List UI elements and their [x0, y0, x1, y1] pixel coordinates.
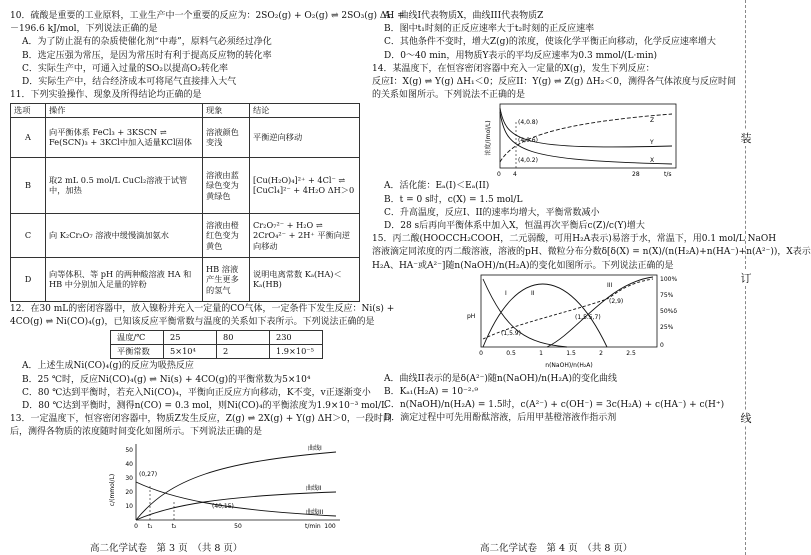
figure-13-graph	[100, 440, 360, 530]
table-row	[111, 345, 323, 359]
q12-stem: 4CO(g) ⇌ Ni(CO)₄(g)，已知该反应平衡常数与温度的关系如下表所示。下列说法正确的是	[10, 317, 375, 328]
x-tick-label: 0.5	[506, 349, 516, 357]
point-label: (1,5.9)	[501, 329, 521, 337]
right-axis-label: 25%	[660, 323, 674, 331]
question-13	[10, 413, 392, 439]
question-12	[10, 303, 395, 413]
point-label: (40,15)	[212, 502, 234, 510]
q12-option-d: D．80 ℃达到平衡时，测得n(CO) = 0.3 mol，则Ni(CO)₄的平衡浓度为1.9×10⁻³ mol/L	[22, 400, 387, 411]
y-axis-label: pH	[467, 312, 476, 320]
page-footer-left: 高二化学试卷 第 3 页 （共 8 页）	[90, 543, 243, 554]
table-cell: C	[11, 213, 46, 257]
table-cell: 向 K₂Cr₂O₇ 溶液中缓慢滴加氨水	[46, 213, 203, 257]
table-row	[11, 117, 360, 157]
header-cell: 结论	[250, 104, 360, 118]
left-column	[10, 10, 405, 530]
table-cell: D	[11, 257, 46, 301]
q11-table	[10, 103, 360, 302]
table-cell: 25	[164, 331, 217, 345]
right-column	[372, 10, 811, 426]
x-tick-label: 0	[479, 349, 483, 357]
table-row	[111, 331, 323, 345]
q11-stem: 11．下列实验操作、现象及所得结论均正确的是	[10, 90, 202, 101]
curve-label: II	[531, 289, 535, 297]
table-cell: 溶液由橙红色变为黄色	[203, 213, 250, 257]
q15-stem: H₂A、HA⁻或A²⁻]随n(NaOH)/n(H₂A)的变化如图所示。下列说法正确的是	[372, 260, 674, 271]
x-tick-label: t₁	[147, 522, 153, 530]
header-cell: 操作	[46, 104, 203, 118]
x-axis-label: t/min	[305, 522, 321, 530]
q14-option-d: D．28 s后再向平衡体系中加入X，恒温再次平衡后c(Z)/c(Y)增大	[384, 221, 645, 232]
y-tick-label: 20	[125, 488, 133, 496]
table-cell: 1.9×10⁻⁵	[270, 345, 323, 359]
y-axis-label: c/(mmol/L)	[109, 473, 116, 506]
question-10	[10, 10, 405, 89]
curve-2-label: 曲线II	[306, 484, 322, 492]
table-cell: 向等体积、等 pH 的两种酸溶液 HA 和 HB 中分别加入足量的锌粉	[46, 257, 203, 301]
curve-iii	[547, 277, 653, 347]
binding-line	[736, 0, 756, 555]
figure-14-graph	[482, 102, 682, 180]
table-cell: HB 溶液产生更多的氢气	[203, 257, 250, 301]
q13-stem: 13．一定温度下，恒容密闭容器中，物质Z发生反应，Z(g) ⇌ 2X(g) + Y(g) ΔH＞0，一段时间	[10, 414, 392, 425]
table-cell: 230	[270, 331, 323, 345]
point-label: (4,0.6)	[518, 137, 538, 145]
x-tick-label: 0	[134, 522, 138, 530]
q10-option-c: C．实际生产中，可通入过量的SO₂以提高O₂转化率	[22, 63, 229, 74]
q14-stem: 14．某温度下，在恒容密闭容器中充入一定量的X(g)，发生下列反应：	[372, 63, 655, 74]
table-row	[11, 213, 360, 257]
q14-stem: 反应I：X(g) ⇌ Y(g) ΔH₁＜0；反应II：Y(g) ⇌ Z(g) ΔH₂＜0，测得各气体浓度与反应时间	[372, 77, 736, 88]
q12-option-b: B．25 ℃时，反应Ni(CO)₄(g) ⇌ Ni(s) + 4CO(g)的平衡常数为5×10⁴	[22, 374, 311, 385]
q13-option-d: D．0～40 min，用物质Y表示的平均反应速率为0.3 mmol/(L·min)	[384, 50, 658, 61]
right-axis-label: 100%	[660, 275, 678, 283]
table-cell: A	[11, 117, 46, 157]
curve-z-label: Z	[650, 117, 655, 125]
table-cell: 取2 mL 0.5 mol/L CuCl₂溶液于试管中，加热	[46, 157, 203, 213]
q10-option-b: B．选定压强为常压，是因为常压时有利于提高反应物的转化率	[22, 50, 272, 61]
y-tick-label: 50	[125, 446, 133, 454]
table-row	[11, 157, 360, 213]
q13-stem: 后，测得各物质的浓度随时间变化如图所示。下列说法正确的是	[10, 427, 263, 438]
binding-char: 线	[740, 412, 752, 425]
q14-option-b: B．t = 0 s时，c(X) = 1.5 mol/L	[384, 194, 523, 205]
point-label: (4,0.2)	[518, 157, 538, 165]
point-label: (2,9)	[609, 297, 624, 305]
q15-option-a: A．曲线II表示的是δ(A²⁻)随n(NaOH)/n(H₂A)的变化曲线	[384, 373, 618, 384]
y-axis-label: 浓度/(mol/L)	[485, 120, 492, 157]
x-tick-label: t₂	[171, 522, 177, 530]
x-tick-label: 28	[632, 171, 640, 179]
x-tick-label: 50	[234, 522, 242, 530]
q15-option-d: D．滴定过程中可先用酚酞溶液，后用甲基橙溶液作指示剂	[384, 413, 617, 424]
q15-stem: 15．丙二酸(HOOCCH₂COOH，二元弱酸，可用H₂A表示)易溶于水，常温下，用0.1 mol/L NaOH	[372, 234, 777, 245]
x-tick-label: 2.5	[626, 349, 636, 357]
q13-option-b: B．图中t₁时刻的正反应速率大于t₂时刻的正反应速率	[384, 24, 595, 35]
binding-char: 装	[740, 132, 752, 145]
point-label: (1,5.5,7)	[575, 313, 601, 321]
right-axis-label: 75%	[660, 291, 674, 299]
y-tick-label: 40	[125, 460, 133, 468]
point-label: (0,27)	[139, 470, 158, 478]
q10-line: －196.6 kJ/mol，下列说法正确的是	[10, 24, 158, 35]
table-cell: [Cu(H₂O)₄]²⁺ + 4Cl⁻ ⇌ [CuCl₄]²⁻ + 4H₂O ΔH＞0	[250, 157, 360, 213]
table-cell: 2	[217, 345, 270, 359]
curve-y-label: Y	[650, 139, 654, 147]
table-row	[11, 257, 360, 301]
curve-x-label: X	[650, 157, 655, 165]
q15-stem: 溶液滴定同浓度的丙二酸溶液，溶液的pH、微粒分布分数δ[δ(X) = n(X)/(n(H₂A)+n(HA⁻)+n(A²⁻))，X表示	[372, 247, 811, 258]
curve-3-label: 曲线III	[306, 508, 324, 516]
x-tick-label: 1	[539, 349, 543, 357]
table-cell: 80	[217, 331, 270, 345]
q10-option-a: A．为了防止混有的杂质使催化剂“中毒”，原料气必须经过净化	[22, 37, 272, 48]
question-15	[372, 233, 811, 273]
y-tick-label: 30	[125, 474, 133, 482]
table-cell: B	[11, 157, 46, 213]
q12-table	[110, 330, 323, 359]
table-cell: 溶液颜色变浅	[203, 117, 250, 157]
right-axis-label: 50%δ	[660, 307, 678, 315]
q14-stem: 的关系如图所示。下列说法不正确的是	[372, 90, 526, 101]
x-tick-label: 0	[497, 171, 501, 179]
x-tick-label: 4	[513, 171, 517, 179]
x-tick-label: 2	[599, 349, 603, 357]
q14-option-a: A．活化能：Eₐ(I)＜Eₐ(II)	[384, 181, 490, 192]
table-cell: 说明电离常数 Kₐ(HA)＜Kₐ(HB)	[250, 257, 360, 301]
y-tick-label: 10	[125, 502, 133, 510]
question-14	[372, 63, 736, 103]
table-cell: 平衡常数	[111, 345, 164, 359]
question-11	[10, 89, 362, 302]
q12-option-a: A．上述生成Ni(CO)₄(g)的反应为吸热反应	[22, 361, 194, 372]
q13-option-c: C．其他条件不变时，增大Z(g)的浓度，使该化学平衡正向移动，化学反应速率增大	[384, 37, 716, 48]
curve-label: III	[607, 281, 613, 289]
header-cell: 现象	[203, 104, 250, 118]
table-cell: 溶液由蓝绿色变为黄绿色	[203, 157, 250, 213]
curve-1-label: 曲线I	[308, 444, 322, 452]
q12-option-c: C．80 ℃达到平衡时，若充入Ni(CO)₄，平衡向正反应方向移动，K不变，v正逐渐变小	[22, 387, 371, 398]
x-axis-label: n(NaOH)/n(H₂A)	[545, 361, 593, 369]
x-tick-label: 1.5	[566, 349, 576, 357]
x-axis-label: t/s	[664, 171, 672, 179]
page-footer-right: 高二化学试卷 第 4 页 （共 8 页）	[480, 543, 633, 554]
q10-line: 10．硫酸是重要的工业原料，工业生产中一个重要的反应为：2SO₂(g) + O₂(g) ⇌ 2SO₃(g) ΔH =	[10, 11, 405, 21]
table-cell: 向平衡体系 FeCl₃ + 3KSCN ⇌ Fe(SCN)₃ + 3KCl中加入适量KCl固体	[46, 117, 203, 157]
figure-15-graph	[457, 273, 687, 373]
point-label: (4,0.8)	[518, 119, 538, 127]
q10-option-d: D．实际生产中，结合经济成本可将尾气直接排入大气	[22, 77, 237, 88]
x-tick-label: 100	[324, 522, 336, 530]
table-cell: Cr₂O₇²⁻ + H₂O ⇌ 2CrO₄²⁻ + 2H⁺ 平衡向逆向移动	[250, 213, 360, 257]
q15-option-c: C．n(NaOH)/n(H₂A) = 1.5时，c(A²⁻) + c(OH⁻) = 3c(H₂A) + c(HA⁻) + c(H⁺)	[384, 400, 725, 411]
table-cell: 温度/℃	[111, 331, 164, 345]
curve-label: I	[505, 289, 507, 297]
table-cell: 5×10⁴	[164, 345, 217, 359]
q13-option-a: A．曲线I代表物质X，曲线III代表物质Z	[384, 11, 544, 21]
right-axis-label: 0	[660, 341, 664, 349]
binding-char: 订	[740, 272, 752, 285]
table-header-row	[11, 104, 360, 118]
q14-option-c: C．升高温度，反应I、II的速率均增大，平衡常数减小	[384, 207, 600, 218]
header-cell: 选项	[11, 104, 46, 118]
q12-stem: 12．在30 mL的密闭容器中，放入镍粉并充入一定量的CO气体，一定条件下发生反应：Ni(s) +	[10, 303, 395, 314]
q15-option-b: B．Kₐ₁(H₂A) = 10⁻²·⁹	[384, 387, 478, 398]
table-cell: 平衡逆向移动	[250, 117, 360, 157]
